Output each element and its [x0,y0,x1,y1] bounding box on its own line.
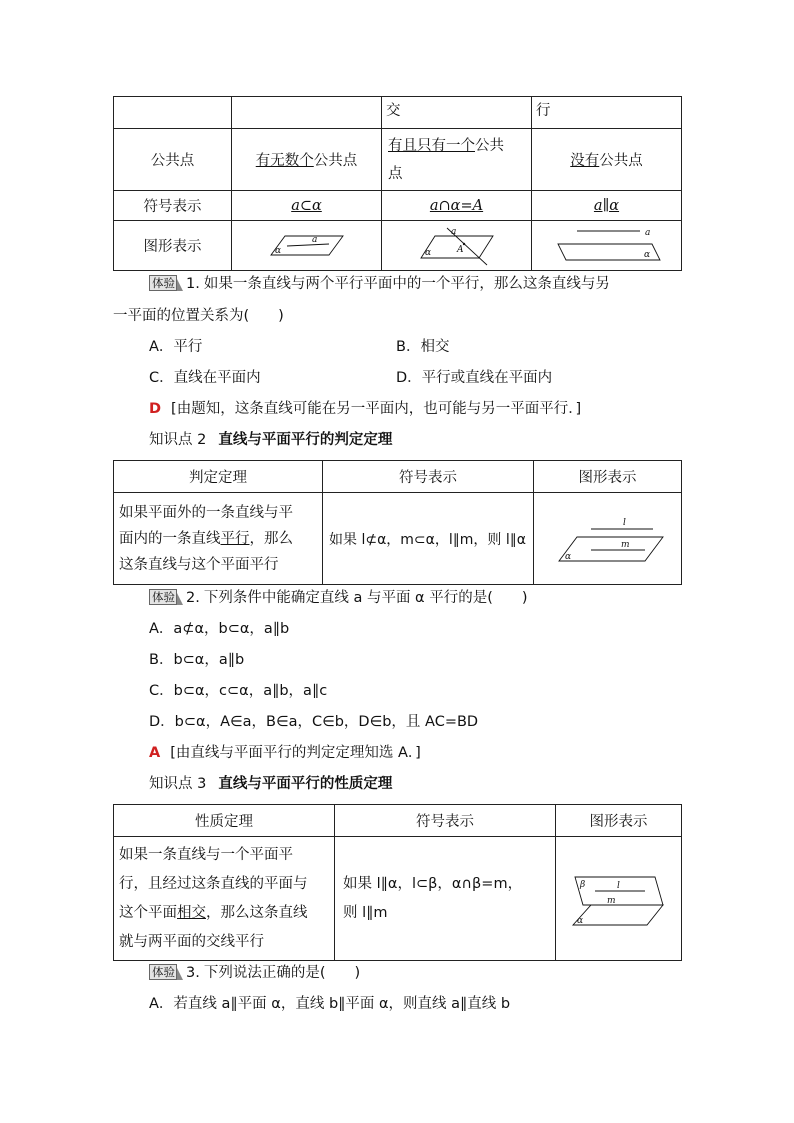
question-1-option-a: A．平行 [149,339,203,355]
property-theorem-table [113,804,682,961]
question-1-option-c: C．直线在平面内 [149,370,261,386]
line-parallel-plane-figure [552,226,662,266]
knowledge-point-2-heading: 知识点 2 直线与平面平行的判定定理 [149,432,393,448]
question-2-option-b: B．b⊂α，a∥b [149,652,245,668]
svg-text:α: α [576,915,583,926]
question-1-option-d: D．平行或直线在平面内 [396,370,553,386]
position-relation-table [113,96,682,271]
question-1-line2: 一平面的位置关系为( ) [113,308,284,324]
row-label-figure: 图形表示 [114,221,232,271]
question-2-line: 体验 2. 下列条件中能确定直线 a 与平面 α 平行的是( ) [149,588,528,608]
svg-text:α: α [564,551,571,562]
svg-text:β: β [579,879,585,890]
property-symbol: 如果 l∥α，l⊂β，α∩β=m， 则 l∥m [335,837,556,961]
symbol-line-parallel-plane: a∥α [532,191,682,221]
question-3-option-a: A．若直线 a∥平面 α，直线 b∥平面 α，则直线 a∥直线 b [149,996,511,1012]
figure-line-intersect-plane-cell [382,221,532,271]
determination-theorem-text: 如果平面外的一条直线与平 面内的一条直线平行，那么 这条直线与这个平面平行 [114,493,323,585]
header-empty-cell [114,97,232,129]
experience-tag: 体验 [149,589,177,605]
question-1-line1: 体验 1. 如果一条直线与两个平行平面中的一个平行，那么这条直线与另 [149,274,610,294]
common-points-one: 有且只有一个公共 点 [382,129,532,191]
property-figure-cell [556,837,682,961]
symbol-line-in-plane: a⊂α [232,191,382,221]
svg-text:α: α [643,249,650,260]
svg-text:a: a [644,227,650,238]
question-1-option-b: B．相交 [396,339,450,355]
col-header-figure: 图形表示 [556,805,682,837]
svg-text:m: m [606,895,616,906]
col-header-figure: 图形表示 [534,461,682,493]
question-1-answer: D [由题知，这条直线可能在另一平面内，也可能与另一平面平行．] [149,401,582,417]
header-empty-cell [232,97,382,129]
col-header-theorem: 判定定理 [114,461,323,493]
symbol-line-intersect-plane: a∩α=A [382,191,532,221]
answer-letter: A [149,745,161,761]
col-header-symbol: 符号表示 [323,461,534,493]
figure-line-in-plane-cell [232,221,382,271]
line-intersect-plane-figure [417,226,497,266]
svg-text:a: a [311,234,317,245]
figure-line-parallel-plane-cell [532,221,682,271]
svg-text:l: l [622,517,626,528]
svg-text:A: A [456,244,463,255]
svg-text:a: a [450,226,456,237]
property-theorem-text: 如果一条直线与一个平面平 行，且经过这条直线的平面与 这个平面相交，那么这条直线 就与两平面的交线平行 [114,837,335,961]
svg-text:l: l [616,880,620,891]
answer-letter: D [149,401,162,417]
determination-symbol: 如果 l⊄α，m⊂α，l∥m，则 l∥α [323,493,534,585]
svg-text:α: α [274,245,281,256]
row-label-common-points: 公共点 [114,129,232,191]
question-2-answer: A [由直线与平面平行的判定定理知选 A．] [149,745,421,761]
svg-text:α: α [424,247,431,258]
two-planes-intersect-figure [569,869,669,929]
knowledge-point-3-heading: 知识点 3 直线与平面平行的性质定理 [149,776,393,792]
col-header-theorem: 性质定理 [114,805,335,837]
common-points-infinite: 有无数个公共点 [232,129,382,191]
line-in-plane-figure [267,231,347,261]
determination-theorem-table [113,460,682,585]
col-header-symbol: 符号表示 [335,805,556,837]
determination-figure-cell [534,493,682,585]
header-parallel-cell: 行 [532,97,682,129]
question-2-option-a: A．a⊄α，b⊂α，a∥b [149,621,290,637]
experience-tag: 体验 [149,275,177,291]
header-cross-cell: 交 [382,97,532,129]
question-2-option-c: C．b⊂α，c⊂α，a∥b，a∥c [149,683,328,699]
question-2-option-d: D．b⊂α，A∈a，B∈a，C∈b，D∈b，且 AC=BD [149,714,479,730]
line-parallel-plane-figure [549,513,667,565]
svg-text:m: m [620,539,630,550]
common-points-none: 没有公共点 [532,129,682,191]
row-label-symbol: 符号表示 [114,191,232,221]
question-3-line: 体验 3. 下列说法正确的是( ) [149,963,360,983]
experience-tag: 体验 [149,964,177,980]
